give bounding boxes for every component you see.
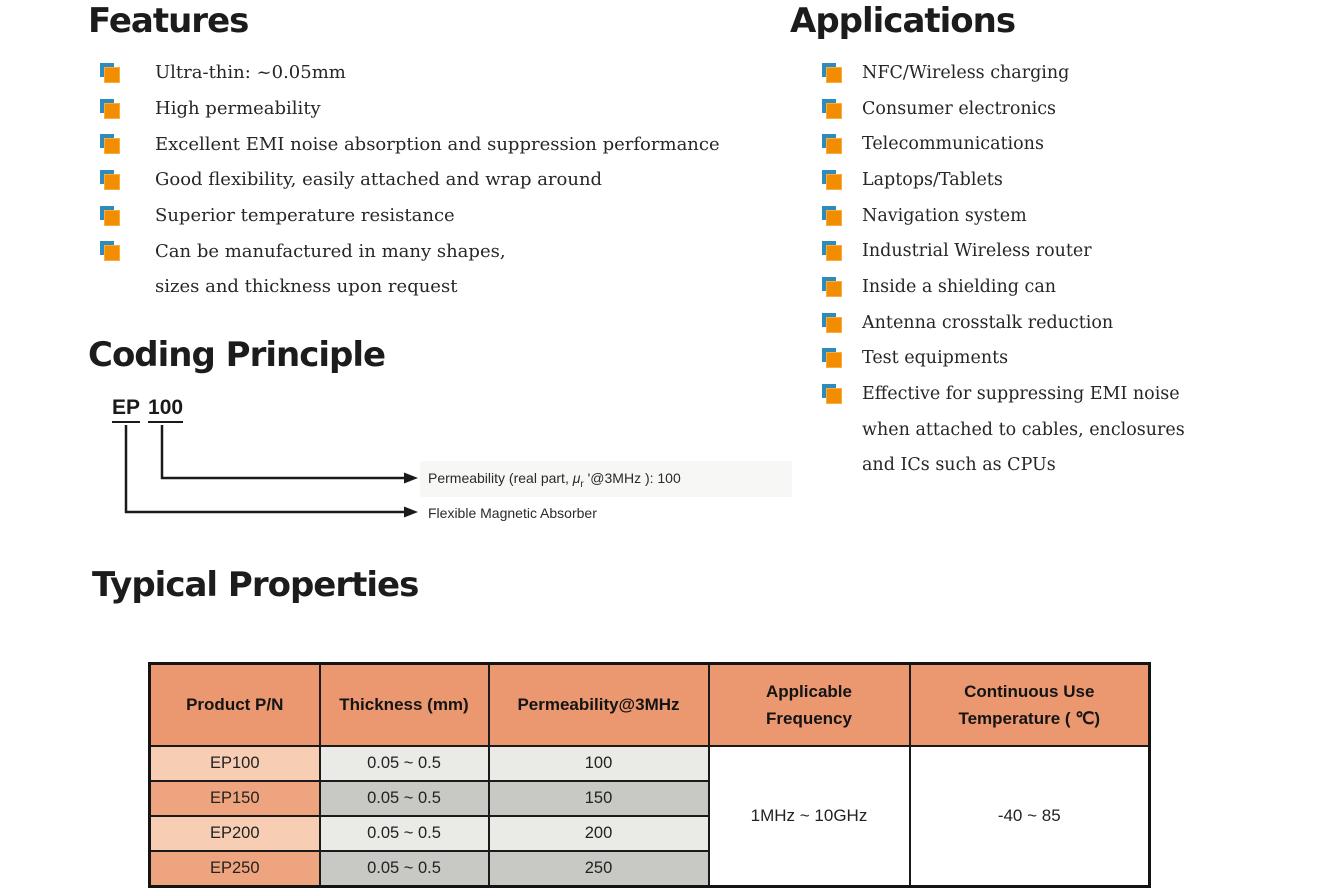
application-item-label: Industrial Wireless router — [862, 241, 1092, 262]
cell-permeability: 200 — [489, 816, 709, 851]
cell-permeability: 250 — [489, 851, 709, 887]
applications-list — [822, 55, 1185, 483]
application-item — [822, 376, 1185, 412]
feature-item-label: Excellent EMI noise absorption and suppression performance — [155, 133, 720, 155]
application-item-label: Navigation system — [862, 205, 1027, 226]
application-item-label: Telecommunications — [862, 134, 1044, 155]
application-item — [822, 198, 1185, 234]
arrowhead-icon — [404, 473, 418, 484]
typical-properties-heading: Typical Properties — [92, 565, 419, 605]
cell-permeability: 100 — [489, 746, 709, 781]
application-item — [822, 162, 1185, 198]
table-header-row — [150, 664, 1150, 747]
application-item-label: Inside a shielding can — [862, 276, 1057, 297]
feature-item-continuation — [100, 269, 720, 305]
application-item — [822, 305, 1185, 341]
cell-product-pn: EP150 — [150, 781, 320, 816]
typical-properties-table — [148, 662, 1151, 888]
feature-item-label: Superior temperature resistance — [155, 205, 455, 227]
square-bullet-icon — [822, 277, 842, 297]
header-thickness: Thickness (mm) — [320, 664, 489, 747]
application-item-label: Effective for suppressing EMI noise — [862, 384, 1180, 405]
permeability-arrow-label — [428, 470, 681, 490]
header-line: Applicable — [766, 681, 852, 701]
header-line: Frequency — [766, 709, 852, 728]
cell-continuous-use-temperature: -40 ~ 85 — [910, 746, 1150, 887]
feature-item-label: Good flexibility, easily attached and wrap around — [155, 169, 603, 191]
feature-item-label: High permeability — [155, 98, 321, 120]
square-bullet-icon — [822, 170, 842, 190]
cell-thickness: 0.05 ~ 0.5 — [320, 781, 489, 816]
square-bullet-icon — [822, 384, 842, 404]
cell-product-pn: EP200 — [150, 816, 320, 851]
application-item-continuation — [822, 448, 1185, 484]
square-bullet-icon — [822, 206, 842, 226]
square-bullet-icon — [100, 170, 120, 190]
square-bullet-icon — [100, 206, 120, 226]
header-line: Temperature ( ℃) — [958, 709, 1101, 728]
permeability-label-suffix: '@3MHz ): 100 — [583, 470, 681, 486]
square-bullet-icon — [822, 99, 842, 119]
header-applicable-frequency — [709, 664, 910, 747]
header-line: Continuous Use — [964, 681, 1095, 701]
square-bullet-icon — [822, 348, 842, 368]
code-prefix: EP — [112, 396, 140, 423]
application-item — [822, 269, 1185, 305]
feature-item — [100, 126, 720, 162]
square-bullet-icon — [822, 241, 842, 261]
arrow-line — [126, 425, 406, 512]
permeability-label-text: Permeability (real part, — [428, 470, 573, 486]
square-bullet-icon — [822, 63, 842, 83]
features-heading: Features — [88, 1, 249, 41]
cell-permeability: 150 — [489, 781, 709, 816]
features-list — [100, 55, 720, 305]
cell-thickness: 0.05 ~ 0.5 — [320, 746, 489, 781]
product-code — [112, 396, 183, 423]
absorber-arrow-label: Flexible Magnetic Absorber — [428, 505, 597, 521]
square-bullet-icon — [100, 63, 120, 83]
feature-item — [100, 162, 720, 198]
cell-thickness: 0.05 ~ 0.5 — [320, 851, 489, 887]
header-product-pn: Product P/N — [150, 664, 320, 747]
feature-item — [100, 198, 720, 234]
square-bullet-icon — [100, 99, 120, 119]
header-permeability: Permeability@3MHz — [489, 664, 709, 747]
square-bullet-icon — [100, 134, 120, 154]
application-item-label: and ICs such as CPUs — [862, 455, 1056, 476]
application-item — [822, 126, 1185, 162]
application-item — [822, 233, 1185, 269]
square-bullet-icon — [822, 134, 842, 154]
feature-item — [100, 55, 720, 91]
applications-heading: Applications — [790, 1, 1016, 41]
application-item-continuation — [822, 412, 1185, 448]
header-continuous-use-temperature — [910, 664, 1150, 747]
coding-principle-heading: Coding Principle — [88, 335, 386, 375]
application-item-label: Laptops/Tablets — [862, 169, 1003, 190]
feature-item-label: Can be manufactured in many shapes, — [155, 240, 506, 262]
square-bullet-icon — [100, 241, 120, 261]
mu-subscript: r — [580, 478, 584, 490]
application-item-label: Consumer electronics — [862, 98, 1057, 119]
cell-product-pn: EP250 — [150, 851, 320, 887]
mu-symbol: μ — [572, 470, 581, 486]
square-bullet-icon — [822, 313, 842, 333]
cell-thickness: 0.05 ~ 0.5 — [320, 816, 489, 851]
cell-product-pn: EP100 — [150, 746, 320, 781]
feature-item-label: sizes and thickness upon request — [155, 276, 458, 298]
feature-item-label: Ultra-thin: ~0.05mm — [155, 62, 346, 84]
feature-item — [100, 233, 720, 269]
table-row — [150, 746, 1150, 781]
arrowhead-icon — [404, 507, 418, 518]
application-item-label: Antenna crosstalk reduction — [862, 312, 1114, 333]
application-item — [822, 55, 1185, 91]
application-item — [822, 91, 1185, 127]
application-item-label: when attached to cables, enclosures — [862, 419, 1185, 440]
feature-item — [100, 91, 720, 127]
code-number: 100 — [148, 396, 183, 423]
application-item-label: Test equipments — [862, 348, 1009, 369]
application-item — [822, 341, 1185, 377]
application-item-label: NFC/Wireless charging — [862, 62, 1070, 83]
cell-applicable-frequency: 1MHz ~ 10GHz — [709, 746, 910, 887]
arrow-line — [162, 425, 406, 478]
